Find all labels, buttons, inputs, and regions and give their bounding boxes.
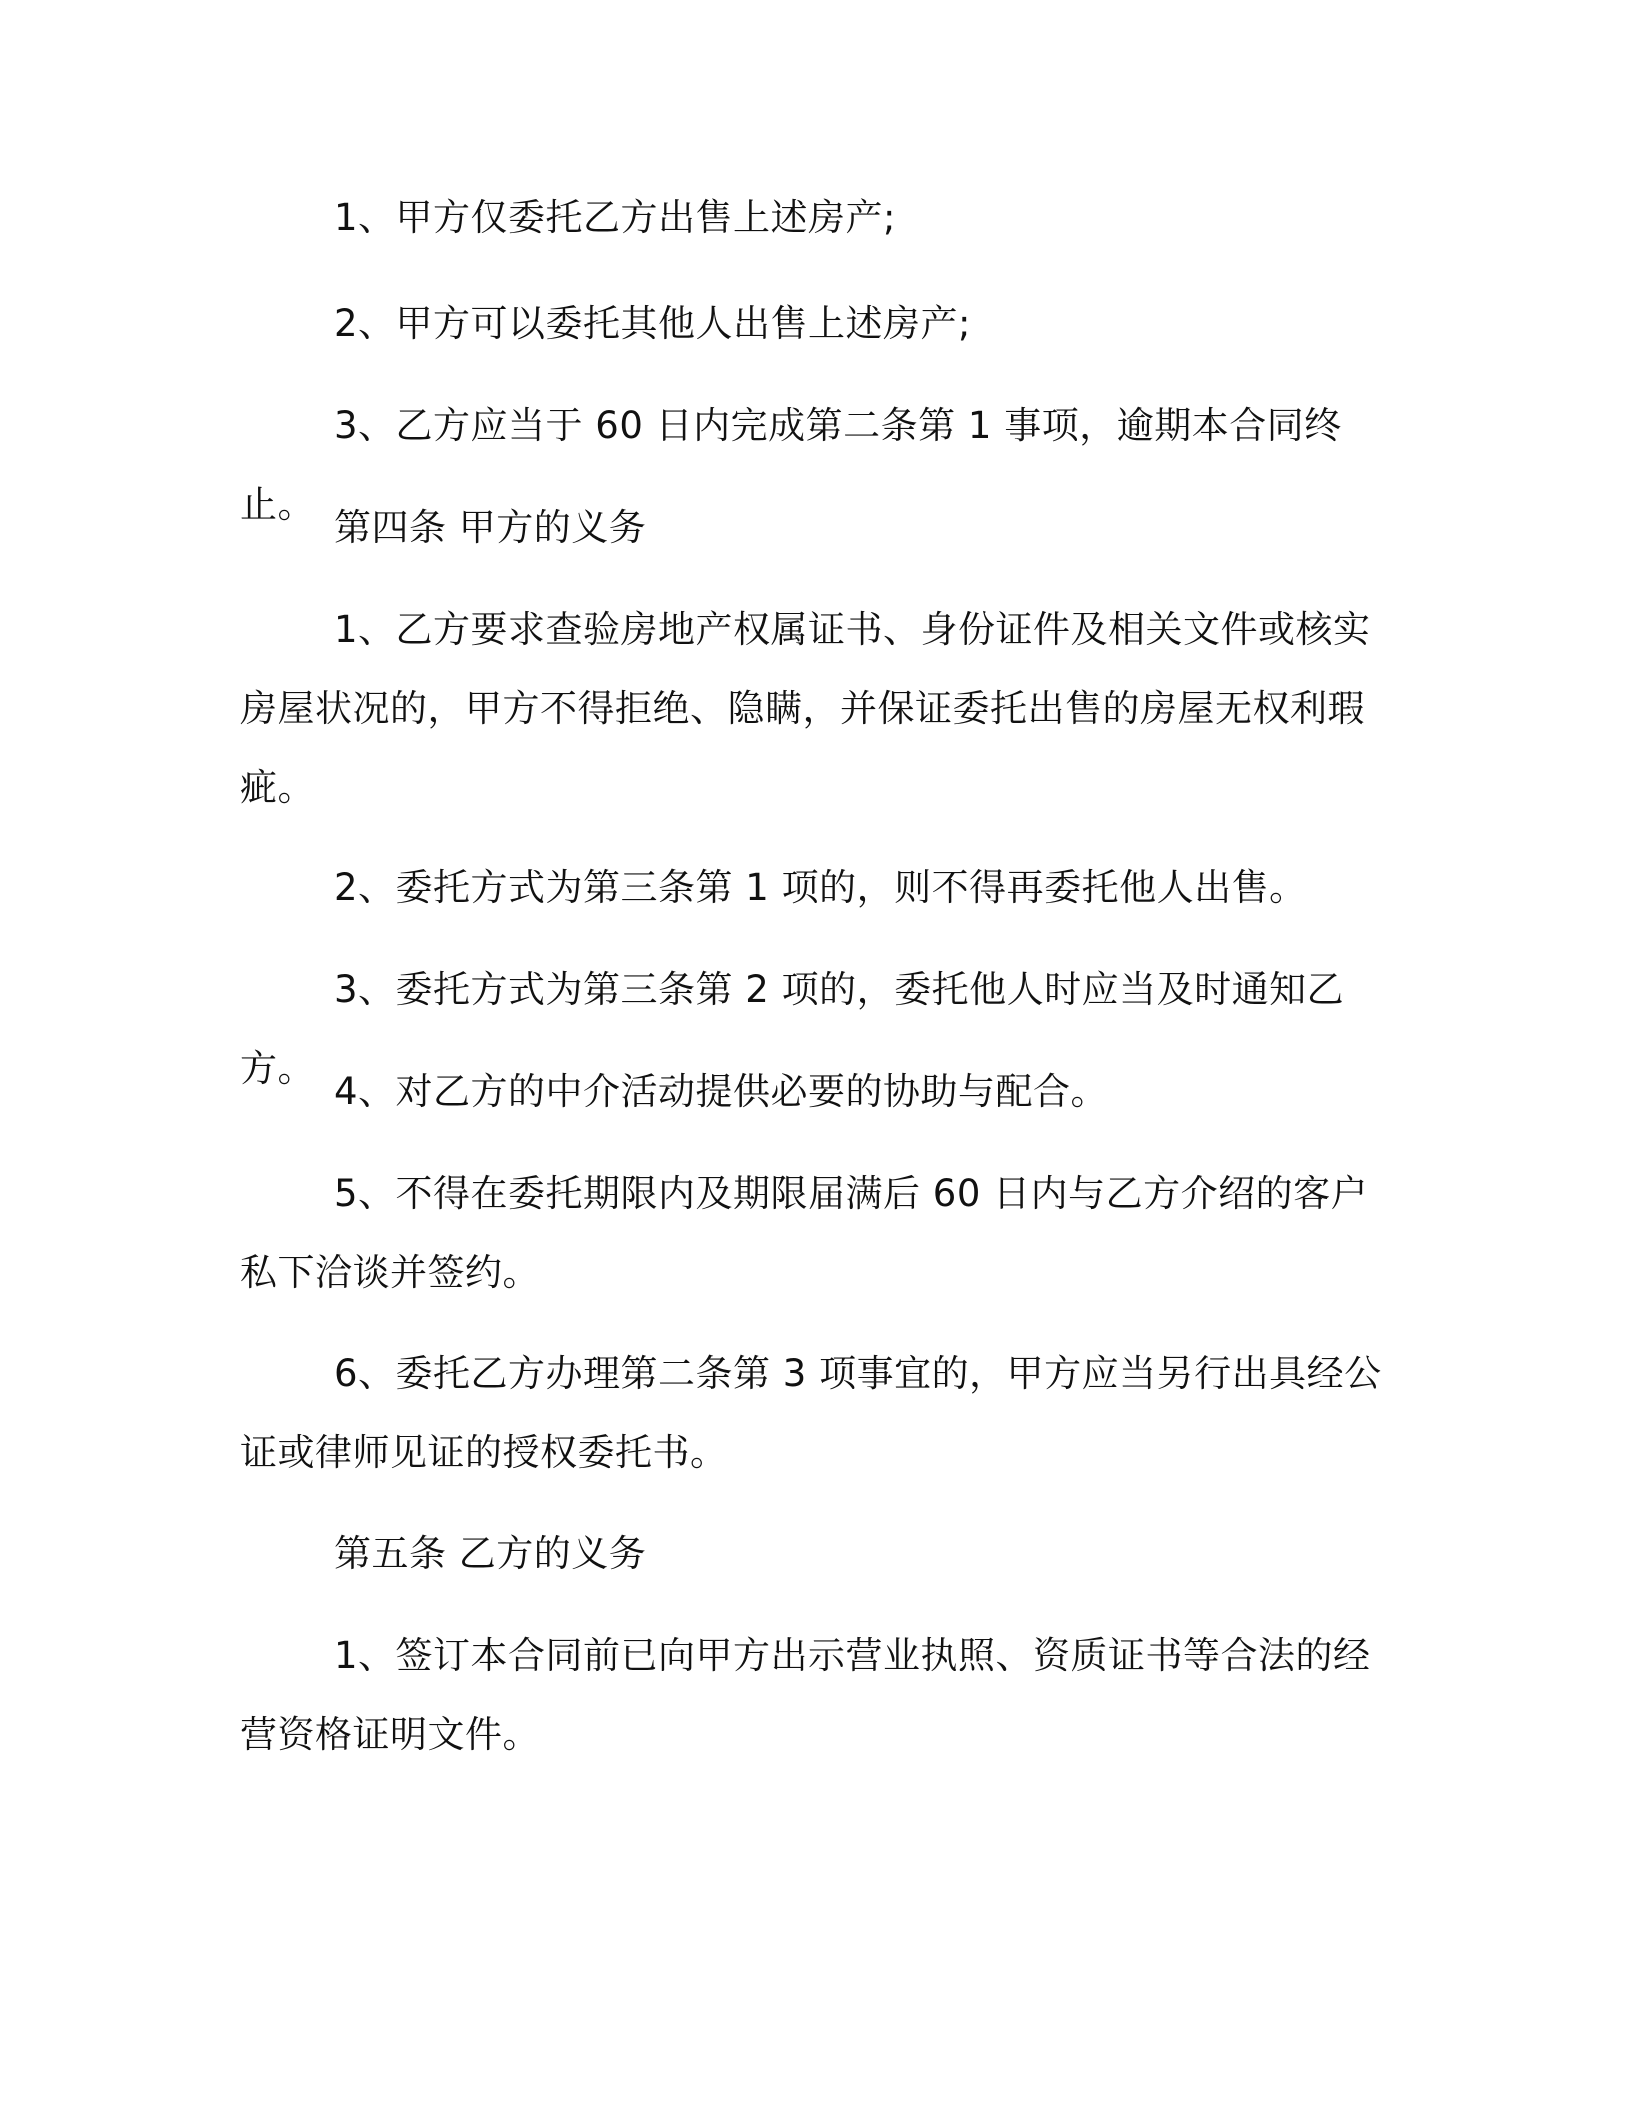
clause-4-item-5: 5、不得在委托期限内及期限届满后 60 日内与乙方介绍的客户私下洽谈并签约。 bbox=[240, 1172, 1369, 1294]
clause-4-item-1: 1、乙方要求查验房地产权属证书、身份证件及相关文件或核实房屋状况的，甲方不得拒绝、隐瞒，并保证委托出售的房屋无权利瑕疵。 bbox=[240, 608, 1371, 809]
clause-5-item-1: 1、签订本合同前已向甲方出示营业执照、资质证书等合法的经营资格证明文件。 bbox=[240, 1634, 1371, 1756]
clause-4-item-4: 4、对乙方的中介活动提供必要的协助与配合。 bbox=[334, 1070, 1109, 1113]
clause-4-item-6: 6、委托乙方办理第二条第 3 项事宜的，甲方应当另行出具经公证或律师见证的授权委托书。 bbox=[240, 1352, 1382, 1474]
clause-4-heading: 第四条 甲方的义务 bbox=[334, 506, 647, 549]
clause-3-item-1: 1、甲方仅委托乙方出售上述房产; bbox=[334, 196, 897, 239]
clause-3-item-3: 3、乙方应当于 60 日内完成第二条第 1 事项，逾期本合同终止。 bbox=[240, 404, 1342, 526]
clause-4-item-2: 2、委托方式为第三条第 1 项的，则不得再委托他人出售。 bbox=[334, 866, 1307, 909]
clause-4-item-3: 3、委托方式为第三条第 2 项的，委托他人时应当及时通知乙方。 bbox=[240, 968, 1345, 1090]
clause-3-item-2: 2、甲方可以委托其他人出售上述房产; bbox=[334, 302, 972, 345]
clause-5-heading: 第五条 乙方的义务 bbox=[334, 1532, 647, 1575]
